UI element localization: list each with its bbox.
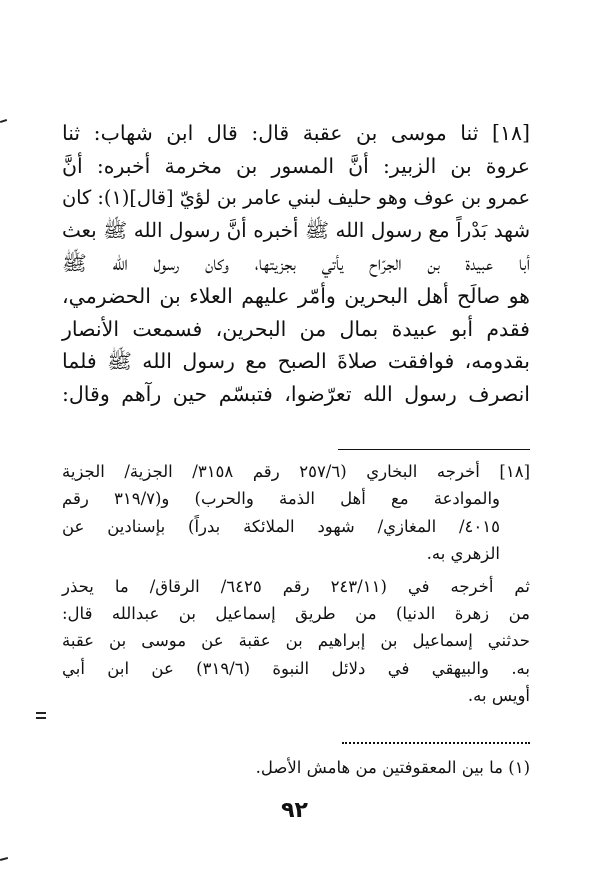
main-text-line: هو صالَح أهل البحرين وأمّر عليهم العلاء بن الحضرمي، — [62, 283, 530, 308]
footnote-line: الزهري به. — [426, 544, 500, 564]
main-text-line: عروة بن الزبير: أنَّ المسور بن مخرمة أخبره: أنَّ — [62, 153, 530, 178]
scan-edge-mark — [0, 119, 7, 123]
takhrij-footnote — [62, 458, 530, 710]
footnote-line: أويس به. — [467, 686, 530, 706]
footnote-line: من زهرة الدنيا) من طريق إسماعيل بن عبدالله قال: — [62, 603, 530, 623]
hadith-main-text — [62, 117, 530, 410]
footnote-line: ثم أخرجه في (٢٤٣/١١ رقم ٦٤٢٥/ الرقاق/ ما يحذر — [62, 576, 531, 596]
main-text-line: عمرو بن عوف وهو حليف لبني عامر بن لؤيّ [قال](١): كان — [62, 186, 530, 210]
scan-edge-mark — [36, 717, 46, 719]
footnote-line: به. والبيهقي في دلائل النبوة (٣١٩/٦) عن ابن أبي — [62, 658, 530, 678]
main-text-line: فقدم أبو عبيدة بمال من البحرين، فسمعت الأنصار — [62, 316, 530, 341]
main-text-line: أبا عبيدة بن الجرّاح يأتي بجزيتها، وكان رسول الله ﷺ — [62, 251, 530, 276]
footnote-line: والموادعة مع أهل الذمة والحرب) و(٣١٩/٧ رقم — [62, 489, 500, 509]
main-text-line: بقدومه، فوافقت صلاةَ الصبح مع رسول الله ﷺ فلما — [62, 349, 530, 374]
scan-edge-mark — [0, 857, 8, 861]
main-text-line: [١٨] ثنا موسى بن عقبة قال: قال ابن شهاب: ثنا — [62, 121, 530, 145]
main-text-line: شهد بَدْراً مع رسول الله ﷺ أخبره أنَّ رسول الله ﷺ بعث — [62, 218, 530, 242]
margin-note: (١) ما بين المعقوفتين من هامش الأصل. — [255, 758, 530, 777]
footnote-line: حدثني إسماعيل بن إبراهيم بن عقبة عن موسى بن عقبة — [62, 631, 530, 651]
footnote-line: ٤٠١٥/ المغازي/ شهود الملائكة بدراً) بإسنادين عن — [62, 516, 500, 536]
footnote-separator — [338, 449, 530, 450]
footnote-line: [١٨] أخرجه البخاري (٢٥٧/٦ رقم ٣١٥٨/ الجزية/ الجزية — [62, 462, 531, 481]
main-text-line: انصرف رسول الله تعرّضوا، فتبسّم حين رآهم وقال: — [62, 381, 530, 406]
scan-edge-mark — [36, 712, 46, 714]
note-separator — [342, 742, 530, 744]
page-number: ٩٢ — [281, 798, 308, 823]
